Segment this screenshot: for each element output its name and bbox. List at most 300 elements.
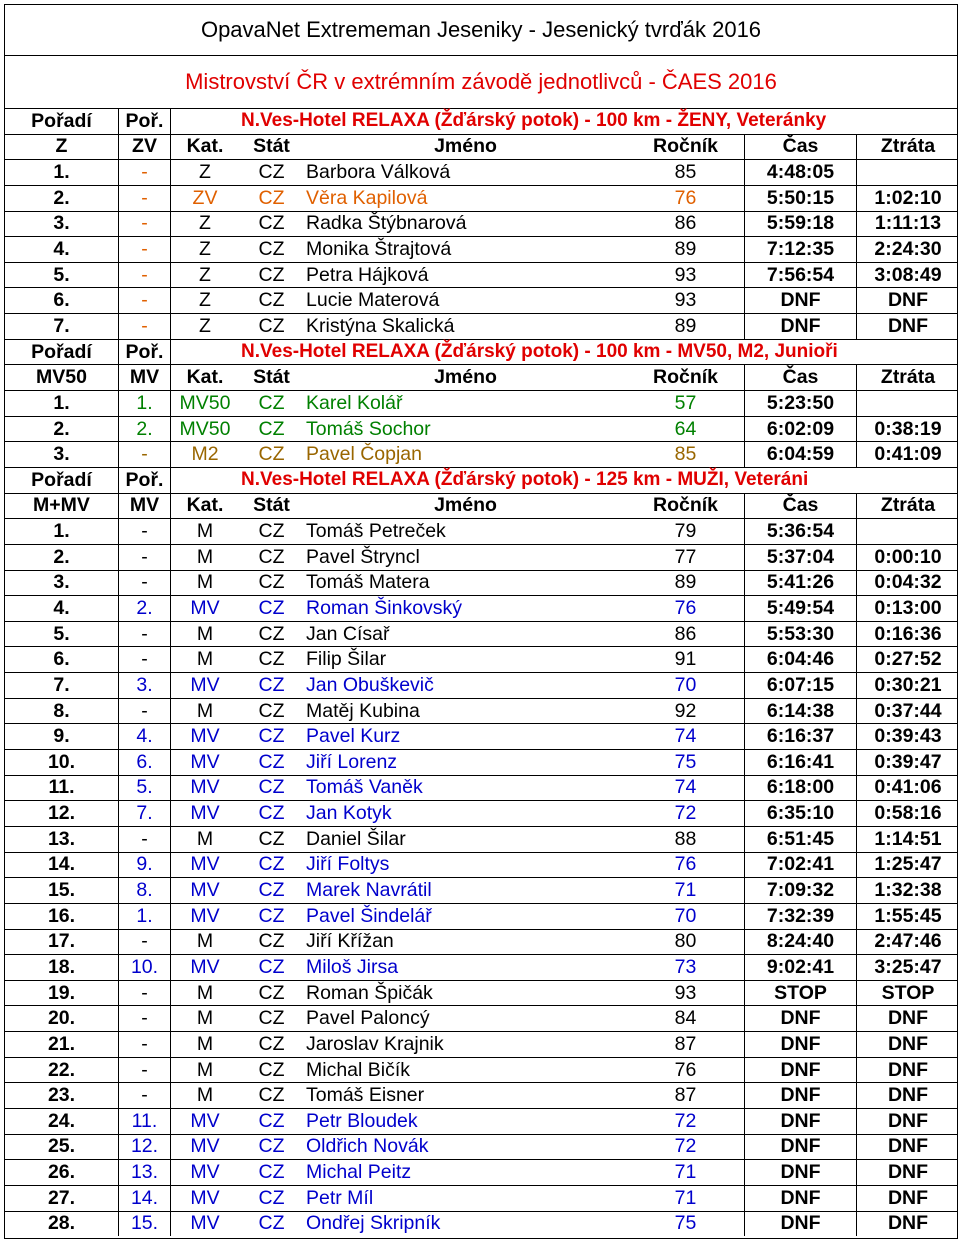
cell-country: CZ — [258, 955, 285, 978]
cell-name: Petr Míl — [306, 1186, 374, 1209]
cell-category: M — [196, 1084, 214, 1107]
cell-country: CZ — [258, 879, 285, 902]
cell-rank: 3. — [5, 442, 119, 467]
column-header-rank: Z — [5, 135, 119, 160]
cell-birth-year: 89 — [674, 314, 697, 337]
cell-name: Jiří Křížan — [306, 930, 394, 953]
cell-country: CZ — [258, 776, 285, 799]
cell-name: Radka Štýbnarová — [306, 212, 467, 235]
cell-name: Jan Císař — [306, 622, 390, 645]
table-row — [5, 954, 957, 980]
cell-cat-rank: - — [119, 930, 171, 955]
cell-category: MV — [190, 904, 220, 927]
cell-category: MV50 — [179, 417, 231, 440]
section-header-catrank-label: Poř. — [119, 468, 171, 493]
cell-loss: 0:30:21 — [856, 673, 959, 698]
cell-birth-year: 70 — [674, 673, 697, 696]
cell-loss: 3:08:49 — [856, 263, 959, 288]
cell-name: Marek Navrátil — [306, 879, 432, 902]
cell-time: 7:12:35 — [744, 237, 856, 262]
table-row — [5, 1134, 957, 1160]
cell-cat-rank: - — [119, 647, 171, 672]
cell-country: CZ — [258, 520, 285, 543]
cell-loss: 0:37:44 — [856, 699, 959, 724]
cell-cat-rank: 1. — [119, 904, 171, 929]
table-row — [5, 1108, 957, 1134]
cell-category: MV — [190, 1212, 220, 1235]
cell-rank: 1. — [5, 519, 119, 544]
cell-loss: DNF — [856, 1006, 959, 1031]
cell-category: Z — [199, 161, 211, 184]
table-row — [5, 1185, 957, 1211]
column-header-time: Čas — [744, 135, 856, 160]
cell-category: M — [196, 545, 214, 568]
cell-birth-year: 89 — [674, 238, 697, 261]
cell-name: Roman Šinkovský — [306, 596, 463, 619]
cell-category: MV — [190, 725, 220, 748]
section-header-rank-label: Pořadí — [5, 340, 119, 365]
cell-birth-year: 84 — [674, 1007, 697, 1030]
column-header-category: Kat. — [186, 366, 224, 389]
section-header-catrank-label: Poř. — [119, 109, 171, 134]
cell-rank: 12. — [5, 801, 119, 826]
cell-name: Oldřich Novák — [306, 1135, 429, 1158]
cell-country: CZ — [258, 1212, 285, 1235]
cell-birth-year: 71 — [674, 1161, 697, 1184]
cell-cat-rank: - — [119, 237, 171, 262]
cell-time: 5:53:30 — [744, 622, 856, 647]
cell-country: CZ — [258, 391, 285, 414]
cell-country: CZ — [258, 725, 285, 748]
column-header-name: Jméno — [434, 135, 497, 158]
cell-rank: 8. — [5, 699, 119, 724]
column-header-name: Jméno — [434, 494, 497, 517]
cell-loss: 0:39:47 — [856, 750, 959, 775]
cell-loss: 0:00:10 — [856, 545, 959, 570]
table-row — [5, 1031, 957, 1057]
cell-time: 6:51:45 — [744, 827, 856, 852]
cell-birth-year: 74 — [674, 776, 697, 799]
cell-rank: 3. — [5, 212, 119, 237]
cell-category: MV — [190, 1186, 220, 1209]
page-title: OpavaNet Extrememan Jeseniky - Jesenický tvrďák 2016 — [5, 5, 957, 56]
column-header-loss: Ztráta — [856, 135, 959, 160]
cell-time: DNF — [744, 1212, 856, 1237]
cell-rank: 1. — [5, 160, 119, 185]
cell-category: M — [196, 930, 214, 953]
cell-birth-year: 86 — [674, 212, 697, 235]
cell-loss: DNF — [856, 1109, 959, 1134]
cell-loss: 0:04:32 — [856, 571, 959, 596]
table-row — [5, 313, 957, 339]
cell-cat-rank: - — [119, 212, 171, 237]
cell-time: 5:37:04 — [744, 545, 856, 570]
cell-rank: 6. — [5, 288, 119, 313]
cell-country: CZ — [258, 1084, 285, 1107]
cell-loss: 1:11:13 — [856, 212, 959, 237]
table-row — [5, 441, 957, 467]
cell-rank: 22. — [5, 1058, 119, 1083]
cell-cat-rank: - — [119, 519, 171, 544]
cell-birth-year: 92 — [674, 699, 697, 722]
cell-category: M — [196, 520, 214, 543]
cell-loss: 1:32:38 — [856, 878, 959, 903]
cell-birth-year: 76 — [674, 186, 697, 209]
cell-cat-rank: 15. — [119, 1212, 171, 1237]
cell-loss: 0:39:43 — [856, 724, 959, 749]
cell-time: 5:41:26 — [744, 571, 856, 596]
table-row — [5, 877, 957, 903]
cell-name: Tomáš Vaněk — [306, 776, 423, 799]
cell-birth-year: 75 — [674, 750, 697, 773]
cell-cat-rank: 10. — [119, 955, 171, 980]
cell-name: Pavel Šindelář — [306, 904, 432, 927]
cell-birth-year: 93 — [674, 289, 697, 312]
cell-name: Tomáš Matera — [306, 571, 430, 594]
cell-birth-year: 88 — [674, 827, 697, 850]
cell-name: Tomáš Sochor — [306, 417, 431, 440]
cell-rank: 19. — [5, 981, 119, 1006]
section-header — [5, 467, 957, 493]
cell-name: Jan Obuškevič — [306, 673, 434, 696]
cell-loss: 0:41:06 — [856, 776, 959, 801]
cell-rank: 2. — [5, 417, 119, 442]
table-row — [5, 852, 957, 878]
cell-country: CZ — [258, 186, 285, 209]
section-title: N.Ves-Hotel RELAXA (Žďárský potok) - 125 km - MUŽI, Veteráni — [241, 469, 809, 491]
cell-rank: 9. — [5, 724, 119, 749]
cell-name: Tomáš Petreček — [306, 520, 446, 543]
cell-name: Věra Kapilová — [306, 186, 428, 209]
cell-rank: 4. — [5, 596, 119, 621]
cell-name: Barbora Válková — [306, 161, 451, 184]
cell-time: 6:04:59 — [744, 442, 856, 467]
cell-category: Z — [199, 289, 211, 312]
cell-name: Tomáš Eisner — [306, 1084, 425, 1107]
cell-name: Pavel Kurz — [306, 725, 401, 748]
column-header-time: Čas — [744, 365, 856, 390]
cell-cat-rank: 4. — [119, 724, 171, 749]
cell-cat-rank: 11. — [119, 1109, 171, 1134]
cell-country: CZ — [258, 212, 285, 235]
cell-name: Filip Šilar — [306, 648, 387, 671]
cell-rank: 13. — [5, 827, 119, 852]
cell-time: 7:09:32 — [744, 878, 856, 903]
cell-cat-rank: - — [119, 1083, 171, 1108]
cell-time: 8:24:40 — [744, 930, 856, 955]
cell-rank: 5. — [5, 622, 119, 647]
cell-country: CZ — [258, 981, 285, 1004]
cell-birth-year: 73 — [674, 955, 697, 978]
cell-cat-rank: - — [119, 288, 171, 313]
cell-loss: 0:38:19 — [856, 417, 959, 442]
cell-name: Ondřej Skripník — [306, 1212, 441, 1235]
cell-time: 5:59:18 — [744, 212, 856, 237]
cell-category: MV — [190, 1109, 220, 1132]
column-header-rank: MV50 — [5, 365, 119, 390]
table-row — [5, 416, 957, 442]
cell-category: MV — [190, 750, 220, 773]
cell-cat-rank: - — [119, 1032, 171, 1057]
cell-country: CZ — [258, 1007, 285, 1030]
cell-rank: 1. — [5, 391, 119, 416]
cell-category: M — [196, 571, 214, 594]
cell-name: Lucie Materová — [306, 289, 440, 312]
cell-category: M — [196, 1032, 214, 1055]
table-row — [5, 1057, 957, 1083]
cell-rank: 25. — [5, 1135, 119, 1160]
cell-time: STOP — [744, 981, 856, 1006]
cell-cat-rank: - — [119, 186, 171, 211]
cell-name: Pavel Paloncý — [306, 1007, 430, 1030]
cell-loss: DNF — [856, 288, 959, 313]
table-row — [5, 698, 957, 724]
cell-time: 7:32:39 — [744, 904, 856, 929]
cell-category: M2 — [191, 443, 219, 466]
column-header-row — [5, 134, 957, 160]
cell-time: 6:02:09 — [744, 417, 856, 442]
cell-cat-rank: - — [119, 1058, 171, 1083]
cell-country: CZ — [258, 1186, 285, 1209]
cell-time: 5:50:15 — [744, 186, 856, 211]
section-title: N.Ves-Hotel RELAXA (Žďárský potok) - 100 km - MV50, M2, Junioři — [241, 341, 838, 363]
cell-rank: 7. — [5, 673, 119, 698]
cell-time: 5:36:54 — [744, 519, 856, 544]
cell-name: Petra Hájková — [306, 263, 429, 286]
cell-category: M — [196, 699, 214, 722]
cell-country: CZ — [258, 571, 285, 594]
cell-country: CZ — [258, 930, 285, 953]
cell-name: Monika Štrajtová — [306, 238, 452, 261]
column-header-country: Stát — [253, 494, 290, 517]
cell-category: M — [196, 827, 214, 850]
cell-name: Jan Kotyk — [306, 802, 392, 825]
table-row — [5, 211, 957, 237]
cell-country: CZ — [258, 443, 285, 466]
table-row — [5, 800, 957, 826]
column-header-country: Stát — [253, 366, 290, 389]
cell-cat-rank: 2. — [119, 417, 171, 442]
table-row — [5, 595, 957, 621]
cell-country: CZ — [258, 1161, 285, 1184]
cell-category: MV — [190, 853, 220, 876]
cell-rank: 5. — [5, 263, 119, 288]
cell-name: Roman Špičák — [306, 981, 433, 1004]
table-row — [5, 723, 957, 749]
cell-name: Pavel Štryncl — [306, 545, 420, 568]
cell-time: DNF — [744, 1135, 856, 1160]
cell-time: 6:18:00 — [744, 776, 856, 801]
cell-time: 5:49:54 — [744, 596, 856, 621]
cell-birth-year: 85 — [674, 161, 697, 184]
cell-rank: 2. — [5, 186, 119, 211]
table-row — [5, 390, 957, 416]
table-row — [5, 518, 957, 544]
cell-category: Z — [199, 238, 211, 261]
cell-cat-rank: - — [119, 160, 171, 185]
cell-time: 5:23:50 — [744, 391, 856, 416]
cell-cat-rank: 14. — [119, 1186, 171, 1211]
cell-time: 7:56:54 — [744, 263, 856, 288]
cell-cat-rank: - — [119, 442, 171, 467]
cell-rank: 4. — [5, 237, 119, 262]
cell-rank: 10. — [5, 750, 119, 775]
results-table — [5, 108, 957, 1236]
cell-country: CZ — [258, 904, 285, 927]
cell-loss: 2:24:30 — [856, 237, 959, 262]
column-header-loss: Ztráta — [856, 365, 959, 390]
cell-category: MV50 — [179, 391, 231, 414]
cell-loss: 0:27:52 — [856, 647, 959, 672]
cell-birth-year: 86 — [674, 622, 697, 645]
cell-loss: 0:13:00 — [856, 596, 959, 621]
cell-loss: DNF — [856, 1135, 959, 1160]
cell-cat-rank: 1. — [119, 391, 171, 416]
table-row — [5, 826, 957, 852]
cell-category: MV — [190, 879, 220, 902]
cell-country: CZ — [258, 853, 285, 876]
cell-category: Z — [199, 314, 211, 337]
cell-country: CZ — [258, 673, 285, 696]
cell-category: MV — [190, 596, 220, 619]
column-header-name: Jméno — [434, 366, 497, 389]
cell-rank: 6. — [5, 647, 119, 672]
table-row — [5, 159, 957, 185]
cell-loss: 1:25:47 — [856, 853, 959, 878]
cell-category: MV — [190, 1161, 220, 1184]
cell-birth-year: 74 — [674, 725, 697, 748]
cell-rank: 3. — [5, 571, 119, 596]
cell-birth-year: 80 — [674, 930, 697, 953]
table-row — [5, 262, 957, 288]
cell-rank: 11. — [5, 776, 119, 801]
cell-time: 6:04:46 — [744, 647, 856, 672]
cell-time: 6:16:37 — [744, 724, 856, 749]
cell-category: M — [196, 622, 214, 645]
cell-name: Petr Bloudek — [306, 1109, 418, 1132]
cell-cat-rank: 13. — [119, 1160, 171, 1185]
cell-cat-rank: 8. — [119, 878, 171, 903]
cell-name: Karel Kolář — [306, 391, 403, 414]
cell-time: 6:16:41 — [744, 750, 856, 775]
cell-category: MV — [190, 1135, 220, 1158]
table-row — [5, 621, 957, 647]
table-row — [5, 749, 957, 775]
cell-birth-year: 72 — [674, 802, 697, 825]
cell-country: CZ — [258, 596, 285, 619]
cell-loss: DNF — [856, 1032, 959, 1057]
cell-name: Daniel Šilar — [306, 827, 406, 850]
cell-birth-year: 93 — [674, 263, 697, 286]
cell-rank: 14. — [5, 853, 119, 878]
cell-cat-rank: - — [119, 699, 171, 724]
cell-name: Jiří Lorenz — [306, 750, 398, 773]
cell-country: CZ — [258, 417, 285, 440]
column-header-time: Čas — [744, 494, 856, 519]
page-subtitle: Mistrovství ČR v extrémním závodě jednotlivců - ČAES 2016 — [185, 69, 777, 94]
cell-rank: 16. — [5, 904, 119, 929]
cell-loss: 0:58:16 — [856, 801, 959, 826]
cell-birth-year: 70 — [674, 904, 697, 927]
cell-time: 9:02:41 — [744, 955, 856, 980]
column-header-loss: Ztráta — [856, 494, 959, 519]
cell-birth-year: 76 — [674, 853, 697, 876]
cell-loss: DNF — [856, 1083, 959, 1108]
cell-rank: 20. — [5, 1006, 119, 1031]
table-row — [5, 672, 957, 698]
cell-name: Kristýna Skalická — [306, 314, 455, 337]
cell-time: 6:14:38 — [744, 699, 856, 724]
table-row — [5, 980, 957, 1006]
cell-country: CZ — [258, 238, 285, 261]
cell-birth-year: 76 — [674, 596, 697, 619]
cell-rank: 7. — [5, 314, 119, 339]
section-header — [5, 108, 957, 134]
cell-country: CZ — [258, 750, 285, 773]
cell-category: M — [196, 981, 214, 1004]
cell-cat-rank: 6. — [119, 750, 171, 775]
cell-name: Matěj Kubina — [306, 699, 420, 722]
cell-loss: 1:02:10 — [856, 186, 959, 211]
cell-birth-year: 75 — [674, 1212, 697, 1235]
cell-country: CZ — [258, 622, 285, 645]
cell-category: M — [196, 1058, 214, 1081]
section-header — [5, 339, 957, 365]
table-row — [5, 1082, 957, 1108]
table-row — [5, 903, 957, 929]
table-row — [5, 570, 957, 596]
cell-category: MV — [190, 673, 220, 696]
cell-rank: 15. — [5, 878, 119, 903]
cell-country: CZ — [258, 1109, 285, 1132]
cell-loss: 3:25:47 — [856, 955, 959, 980]
cell-birth-year: 76 — [674, 1058, 697, 1081]
cell-loss: STOP — [856, 981, 959, 1006]
cell-name: Michal Bičík — [306, 1058, 411, 1081]
cell-name: Michal Peitz — [306, 1161, 412, 1184]
section-header-rank-label: Pořadí — [5, 468, 119, 493]
cell-birth-year: 85 — [674, 443, 697, 466]
cell-cat-rank: - — [119, 827, 171, 852]
cell-birth-year: 79 — [674, 520, 697, 543]
cell-time: DNF — [744, 1006, 856, 1031]
cell-birth-year: 77 — [674, 545, 697, 568]
results-sheet — [4, 4, 958, 1239]
cell-loss — [856, 391, 959, 416]
cell-country: CZ — [258, 802, 285, 825]
cell-loss: DNF — [856, 314, 959, 339]
cell-time: DNF — [744, 1083, 856, 1108]
cell-cat-rank: 7. — [119, 801, 171, 826]
cell-category: MV — [190, 802, 220, 825]
cell-loss: DNF — [856, 1058, 959, 1083]
cell-country: CZ — [258, 161, 285, 184]
cell-loss: 1:14:51 — [856, 827, 959, 852]
column-header-row — [5, 364, 957, 390]
cell-birth-year: 93 — [674, 981, 697, 1004]
cell-cat-rank: - — [119, 263, 171, 288]
cell-loss: DNF — [856, 1186, 959, 1211]
cell-loss: 0:41:09 — [856, 442, 959, 467]
cell-loss: DNF — [856, 1160, 959, 1185]
cell-birth-year: 57 — [674, 391, 697, 414]
column-header-country: Stát — [253, 135, 290, 158]
cell-birth-year: 72 — [674, 1135, 697, 1158]
cell-country: CZ — [258, 1032, 285, 1055]
cell-rank: 17. — [5, 930, 119, 955]
table-row — [5, 646, 957, 672]
cell-loss: 2:47:46 — [856, 930, 959, 955]
